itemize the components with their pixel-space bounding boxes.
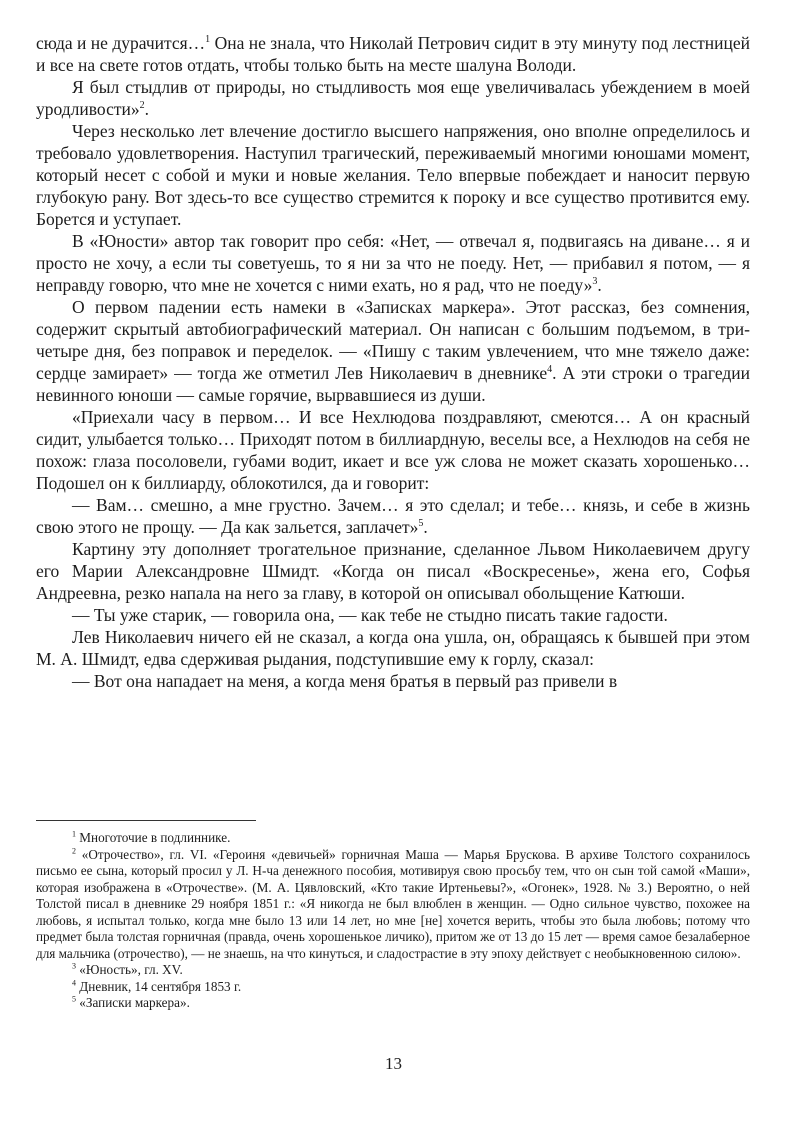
footnote-number: 1 <box>72 829 76 839</box>
paragraph: — Вот она нападает на меня, а когда меня братья в первый раз привели в <box>72 671 618 691</box>
paragraph: В «Юности» автор так говорит про себя: «Нет, — отвечал я, подвигаясь на диване… я и просто не хочу, а если ты советуешь, то я ни за что не поеду. Нет, — прибавил я потом, — я неправду говорю, что мне не хочется с ними ехать, но я рад, что не поеду»$^3$. <box>36 231 750 295</box>
footnote-number: 3 <box>72 961 76 971</box>
footnote-ref: 4 <box>547 364 553 376</box>
paragraph: Через несколько лет влечение достигло высшего напряжения, оно вполне определилось и требовало удовлетворения. Наступил трагический, переживаемый многими юношами момент, который несет с собой и муки и новые желания. Тело впервые побеждает и наносит первую глубокую рану. Вот здесь-то все существо стремится к пороку и все существо противится ему. Борется и уступает. <box>36 121 750 229</box>
page-number: 13 <box>385 1054 402 1073</box>
footnote-number: 5 <box>72 994 76 1004</box>
paragraph: — Ты уже старик, — говорила она, — как тебе не стыдно писать такие гадости. <box>72 605 668 625</box>
paragraph: Лев Николаевич ничего ей не сказал, а когда она ушла, он, обращаясь к бывшей при этом М. А. Шмидт, едва сдерживая рыдания, подступившие ему к горлу, сказал: <box>36 627 750 669</box>
footnote: $^2$ «Отрочество», гл. VI. «Героиня «девичьей» горничная Маша — Марья Брускова. В архиве Толстого сохранилось письмо ее сына, который просил у Л. Н-ча денежного пособия, мотивируя свою просьбу тем, что он сын той самой «Маши», которая изображена в «Отрочестве». (М. А. Цявловский, «Кто такие Иртеньевы?», «Огонек», 1928. № 3.) Вероятно, о ней Толстой писал в дневнике 29 ноября 1851 г.: «Я никогда не был влюблен в женщин. — Одно сильное чувство, похожее на любовь, я испытал только, когда мне было 13 или 14 лет, но мне [не] хочется верить, чтобы это была любовь; потому что предмет была толстая горничная (правда, очень хорошенькое личико), притом же от 13 до 15 лет — время самое безалаберное для мальчика (отрочество), — не знаешь, на что кинуться, и сладострастие в эту эпоху действует с необыкновенною силою». <box>36 846 750 961</box>
footnote: $^4$ Дневник, 14 сентября 1853 г. <box>72 978 242 994</box>
paragraph: О первом падении есть намеки в «Записках маркера». Этот рассказ, без сомнения, содержит скрытый автобиографический материал. Он написан с большим подъемом, в три-четыре дня, без поправок и переделок. — «Пишу с таким увлечением, что мне тяжело даже: сердце замирает» — тогда же отметил Лев Николаевич в дневнике$^4$. А эти строки о трагедии невинного юноши — самые горячие, вырвавшиеся из души. <box>36 297 750 405</box>
paragraph: «Приехали часу в первом… И все Нехлюдова поздравляют, смеются… А он красный сидит, улыбается только… Приходят потом в биллиардную, веселы все, а Нехлюдов на себя не похож: глаза посоловели, губами водит, икает и все уж слова не может сказать хорошенько… Подошел он к биллиарду, облокотился, да и говорит: <box>36 407 750 493</box>
paragraph: сюда и не дурачится…$^1$ Она не знала, что Николай Петрович сидит в эту минуту под лестницей и все на свете готов отдать, чтобы только быть на месте шалуна Володи. <box>36 33 751 75</box>
main-text <box>36 32 750 692</box>
footnote-ref: 5 <box>418 518 424 530</box>
paragraph: Картину эту дополняет трогательное признание, сделанное Львом Николаевичем другу его Марии Александровне Шмидт. «Когда он писал «Воскресенье», жена его, Софья Андреевна, резко напала на него за главу, в которой он описывал обольщение Катюши. <box>36 539 750 603</box>
footnote-ref: 3 <box>592 276 598 288</box>
footnote: $^3$ «Юность», гл. XV. <box>72 961 183 977</box>
footnotes <box>36 830 750 1012</box>
footnote-number: 4 <box>72 978 76 988</box>
footnote: $^1$ Многоточие в подлиннике. <box>72 829 231 845</box>
footnote-number: 2 <box>72 846 76 856</box>
paragraph: Я был стыдлив от природы, но стыдливость моя еще увеличивалась убеждением в моей уродливости»$^2$. <box>36 77 750 119</box>
footnote-ref: 2 <box>139 100 145 112</box>
footnote: $^5$ «Записки маркера». <box>72 994 190 1010</box>
footnote-ref: 1 <box>205 34 211 46</box>
footnote-divider <box>36 820 256 821</box>
paragraph: — Вам… смешно, а мне грустно. Зачем… я это сделал; и тебе… князь, и себе в жизнь свою этого не прощу. — Да как зальется, заплачет»$^5$. <box>36 495 750 537</box>
